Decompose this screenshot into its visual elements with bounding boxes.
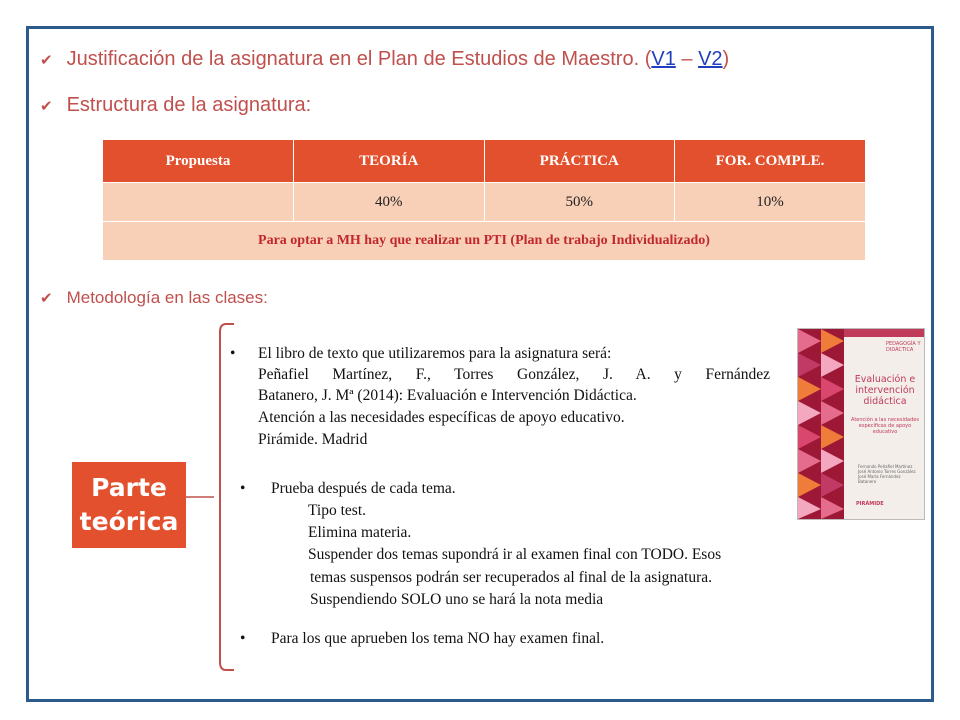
link-v2[interactable]: V2 (698, 48, 723, 70)
cell-for-comple: 10% (675, 183, 866, 222)
book-line-4: Atención a las necesidades específicas de apoyo educativo. (258, 409, 625, 426)
header-teoria: TEORÍA (294, 140, 485, 183)
cell-teoria: 40% (294, 183, 485, 222)
cover-title: Evaluación e intervención didáctica (854, 374, 916, 407)
header-propuesta: Propuesta (103, 140, 294, 183)
table-row (103, 183, 865, 222)
table-note: Para optar a MH hay que realizar un PTI (Plan de trabajo Individualizado) (103, 222, 865, 261)
checkmark-icon: ✔ (40, 96, 53, 115)
checkmark-icon: ✔ (40, 289, 53, 307)
table-note-row (103, 222, 865, 261)
link-separator: – (675, 48, 699, 70)
cover-series: PEDAGOGÍA Y DIDÁCTICA (886, 341, 921, 353)
bullet-dot-icon: • (230, 345, 236, 362)
link-v1[interactable]: V1 (651, 48, 676, 70)
cover-author-1: Fernando Peñafiel Martínez (858, 464, 913, 469)
badge-line-1: Parte (91, 473, 167, 502)
book-line-5: Pirámide. Madrid (258, 431, 368, 448)
cover-top-band (844, 329, 924, 337)
bullet-dot-icon: • (240, 480, 246, 497)
badge-line-2: teórica (79, 507, 179, 536)
structure-table (103, 140, 865, 260)
header-practica: PRÁCTICA (484, 140, 675, 183)
exam-item-2: Elimina materia. (308, 524, 412, 541)
table-header-row (103, 140, 865, 183)
book-cover-image (797, 328, 925, 520)
cell-practica: 50% (484, 183, 675, 222)
exam-item-3: Suspender dos temas supondrá ir al examen final con TODO. Esos (308, 546, 722, 563)
bullet-dot-icon: • (240, 630, 246, 647)
cover-author-2: José Antonio Torres González (858, 469, 916, 474)
parte-teorica-badge (72, 462, 186, 548)
heading-estructura (40, 94, 311, 117)
heading-justificacion-text: Justificación de la asignatura en el Plan de Estudios de Maestro. ( (66, 48, 652, 70)
header-for-comple: FOR. COMPLE. (675, 140, 866, 183)
book-line-2: Peñafiel Martínez, F., Torres González, J. A. y Fernández (258, 366, 770, 383)
heading-close-paren: ) (722, 48, 730, 70)
exam-item-1: Tipo test. (308, 502, 367, 519)
exam-item-3-cont-2: Suspendiendo SOLO uno se hará la nota media (310, 591, 604, 608)
book-line-3: Batanero, J. Mª (2014): Evaluación e Intervención Didáctica. (258, 387, 637, 404)
heading-metodologia (40, 288, 268, 308)
cover-publisher: PIRÁMIDE (856, 501, 884, 507)
final-text: Para los que aprueben los tema NO hay examen final. (271, 630, 605, 647)
cover-author-3: José María Fernández Batanero (858, 474, 901, 484)
cover-authors (858, 464, 920, 484)
book-line-1: El libro de texto que utilizaremos para la asignatura será: (258, 345, 612, 362)
bracket-icon (212, 322, 240, 672)
cover-subtitle: Atención a las necesidades específicas de apoyo educativo (851, 417, 919, 435)
cell-propuesta (103, 183, 294, 222)
cover-pattern (798, 329, 844, 519)
checkmark-icon: ✔ (40, 50, 53, 69)
heading-estructura-text: Estructura de la asignatura: (66, 94, 312, 116)
exam-intro: Prueba después de cada tema. (271, 480, 456, 497)
heading-justificacion (40, 48, 729, 71)
exam-item-3-cont-1: temas suspensos podrán ser recuperados al final de la asignatura. (310, 569, 713, 586)
heading-metodologia-text: Metodología en las clases: (66, 288, 268, 307)
